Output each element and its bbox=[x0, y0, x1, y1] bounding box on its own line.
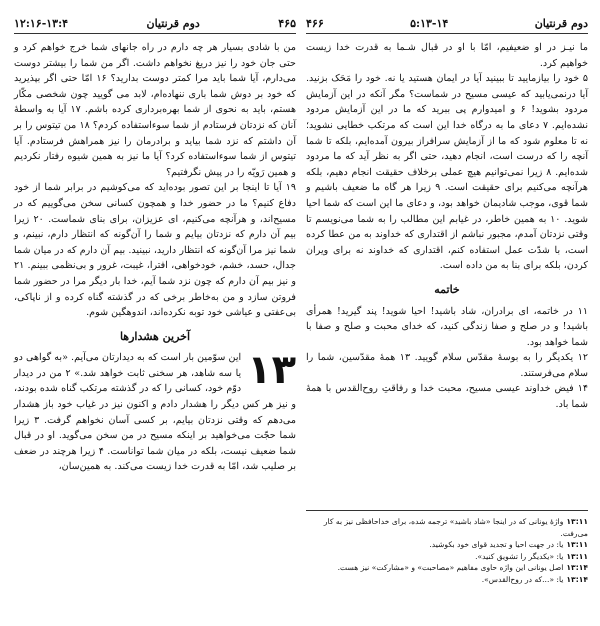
chapter-number: ۱۳ bbox=[247, 347, 296, 394]
footnote-ref: ۱۳:۱۱ bbox=[566, 540, 588, 550]
footnotes-block bbox=[306, 516, 588, 586]
left-paragraph-3: این سوّمین بار است که به دیدارتان می‌آیم. «به گواهی دو یا سه شاهد، هر سخنی ثابت خواهد شد.» ۲ من در دیدار دوّم خود، کسانی را که در گذشته مرتکب گناه شده بودند، و نیز هر کس دیگر را هشدار دادم و اکنون نیز در غیاب خود باز هشدار می‌دهم که وقتی نزدتان بیایم، بر کسی آسان نخواهم گرفت. ۳ زیرا شما حجّت می‌خواهید بر اینکه مسیح در من سخن می‌گوید. او در قبال شما ضعیف نیست، بلکه در میان شما تواناست. ۴ زیرا هرچند در ضعف بر صلیب شد، امّا به قدرت خدا زیست می‌کند. به همین‌سان، bbox=[14, 352, 296, 473]
footnote-text: واژهٔ یونانی که در اینجا «شاد باشید» ترجمه شده، برای خداحافظی نیز به کار می‌رفت. bbox=[323, 517, 588, 538]
footnote-item bbox=[306, 539, 588, 551]
footnote-item bbox=[306, 562, 588, 574]
footnote-ref: ۱۳:۱۴ bbox=[566, 574, 588, 584]
footnote-text: یا: «یکدیگر را تشویق کنید». bbox=[475, 551, 564, 561]
right-header-reference: ۵:۱۳-۱۴ bbox=[410, 16, 449, 30]
right-paragraph-3: ۱۱ در خاتمه، ای برادران، شاد باشید! احیا شوید! پند گیرید! همرأی باشید! و در صلح و صفا زندگی کنید، که خدای محبت و صلح و صفا با شما خواهد بود. bbox=[306, 305, 588, 348]
footnote-item bbox=[306, 551, 588, 563]
right-page-header bbox=[306, 14, 588, 32]
right-paragraph-2: ۵ خود را بیازمایید تا ببینید آیا در ایمان هستید یا نه. خود را مَحَک بزنید. آیا درنمی‌یابید که عیسی مسیح در شماست؟ مگر آنکه در این آزمایش مردود بشوید! ۶ و امیدوارم پی ببرید که ما در این آزمایش مردود نشده‌ایم. ۷ دعای ما به درگاه خدا این است که مرتکب خطایی نشوید؛ نه تا معلوم شود که ما از آزمایش سرافراز بیرون آمده‌ایم، بلکه تا شما آنچه را که درست است، انجام دهید، حتی اگر به نظر آید که ما مردود شده‌ایم. ۸ زیرا نمی‌توانیم هیچ عملی برخلاف حقیقت انجام دهیم، بلکه هرآنچه می‌کنیم برای حقیقت است. ۹ زیرا هر گاه ما ضعیف باشیم و شما قوی، موجب شادیمان خواهد بود، و دعای ما این است که شما احیا شوید. ۱۰ به همین خاطر، در غیابم این مطالب را به شما می‌نویسم تا وقتی نزدتان آمدم، مجبور نباشم از اقتداری که خداوند به من عطا کرده است، با شدّت عمل استفاده کنم، اقتداری که خداوند نه برای ویران کردن، بلکه برای بنا به من داده است. bbox=[306, 73, 589, 272]
footnote-rule bbox=[306, 510, 588, 511]
left-header-page-number: ۴۶۵ bbox=[278, 16, 296, 30]
left-header-book-title: دوم قرنتیان bbox=[146, 16, 200, 30]
left-page-header bbox=[14, 14, 296, 32]
footnote-text: اصل یونانی این واژه حاوی مفاهیم «مصاحبت» و «مشارکت» نیز هست. bbox=[337, 563, 564, 573]
footnote-text: یا: در جهت احیا و تجدید قوای خود بکوشید. bbox=[429, 540, 564, 550]
left-paragraph-2: ۱۹ آیا تا اینجا بر این تصور بوده‌اید که می‌کوشیم در برابر شما از خود دفاع کنیم؟ ما در حضور خدا و همچون کسانی سخن می‌گوییم که در مسیح‌اند، و هرآنچه می‌کنیم، ای عزیزان، برای بنای شماست. ۲۰ زیرا بیم آن دارم که نزدتان بیایم و شما را آن‌گونه که انتظار دارم، نبینم، و شما نیز مرا آن‌گونه که انتظار دارید، نبینید. بیم آن دارم که در میان شما جدال، حسد، خشم، خودخواهی، افترا، غیبت، غرور و بی‌نظمی ببینم. ۲۱ و نیز بیم آن دارم که چون نزد شما آیم، خدا بار دیگر مرا در حضور شما فروتن سازد و من به‌خاطر برخی که در گذشته گناه کرده و از ناپاکی، بی‌عفتی و عیاشی خود توبه نکرده‌اند، اندوهگین شوم. bbox=[14, 182, 297, 319]
left-header-rule bbox=[14, 33, 296, 34]
left-text-column bbox=[14, 40, 296, 475]
right-header-rule bbox=[306, 33, 588, 34]
footnote-ref: ۱۳:۱۱ bbox=[566, 517, 588, 526]
right-paragraph-1: ما نیـز در او ضعیفیم، امّا با او در قبال شـما به قدرت خدا زیست خواهیم کرد. bbox=[306, 42, 588, 69]
footnote-item bbox=[306, 574, 588, 586]
footnote-ref: ۱۳:۱۱ bbox=[566, 551, 588, 561]
right-text-column bbox=[306, 40, 588, 413]
right-paragraph-5: ۱۴ فیض خداوند عیسی مسیح، محبت خدا و رفاقتِ روح‌القدس با همهٔ شما باد. bbox=[306, 383, 588, 411]
footnote-text: یا: «...که در روح‌القدس». bbox=[481, 574, 564, 584]
right-header-page-number: ۴۶۶ bbox=[306, 16, 324, 30]
section-heading-final-warnings: آخرین هشدارها bbox=[119, 329, 191, 343]
left-header-reference: ۱۲:۱۶-۱۳:۴ bbox=[14, 16, 69, 30]
chapter-13-block bbox=[14, 347, 296, 475]
left-paragraph-1: من با شادی بسیار هر چه دارم در راه جانهای شما خرج خواهم کرد و حتی جان خود را نیز دریغ نخواهم داشت. اگر من شما را بیشتر دوست می‌دارم، آیا شما باید مرا کمتر دوست بدارید؟ ۱۶ امّا حتی اگر بپذیرید که خود بر دوش شما باری ننهاده‌ام، لابد می گویید چون شخصی مکّار هستم، باید به نحوی از شما بهره‌برداری کرده باشم. ۱۷ آیا به واسطهٔ آنان که نزدتان فرستادم از شما سوءاستفاده کردم؟ ۱۸ من تیتوس را بر آن داشتم که نزد شما بیاید و برادرمان را نیز همراهش فرستادم. آیا تیتوس از شما سوءاستفاده کرد؟ آیا ما نیز به همین شیوه رفتار نکردیم و همین رَویّه را در پیش نگرفتیم؟ bbox=[14, 42, 296, 178]
section-heading-conclusion: خاتمه bbox=[434, 282, 460, 296]
footnote-ref: ۱۳:۱۴ bbox=[566, 563, 588, 573]
right-header-book-title: دوم قرنتیان bbox=[534, 16, 588, 30]
right-paragraph-4: ۱۲ یکدیگر را به بوسهٔ مقدّس سلام گویید. ۱۳ همهٔ مقدّسین، شما را سلام می‌فرستند. bbox=[306, 352, 588, 379]
footnote-item bbox=[306, 516, 588, 539]
